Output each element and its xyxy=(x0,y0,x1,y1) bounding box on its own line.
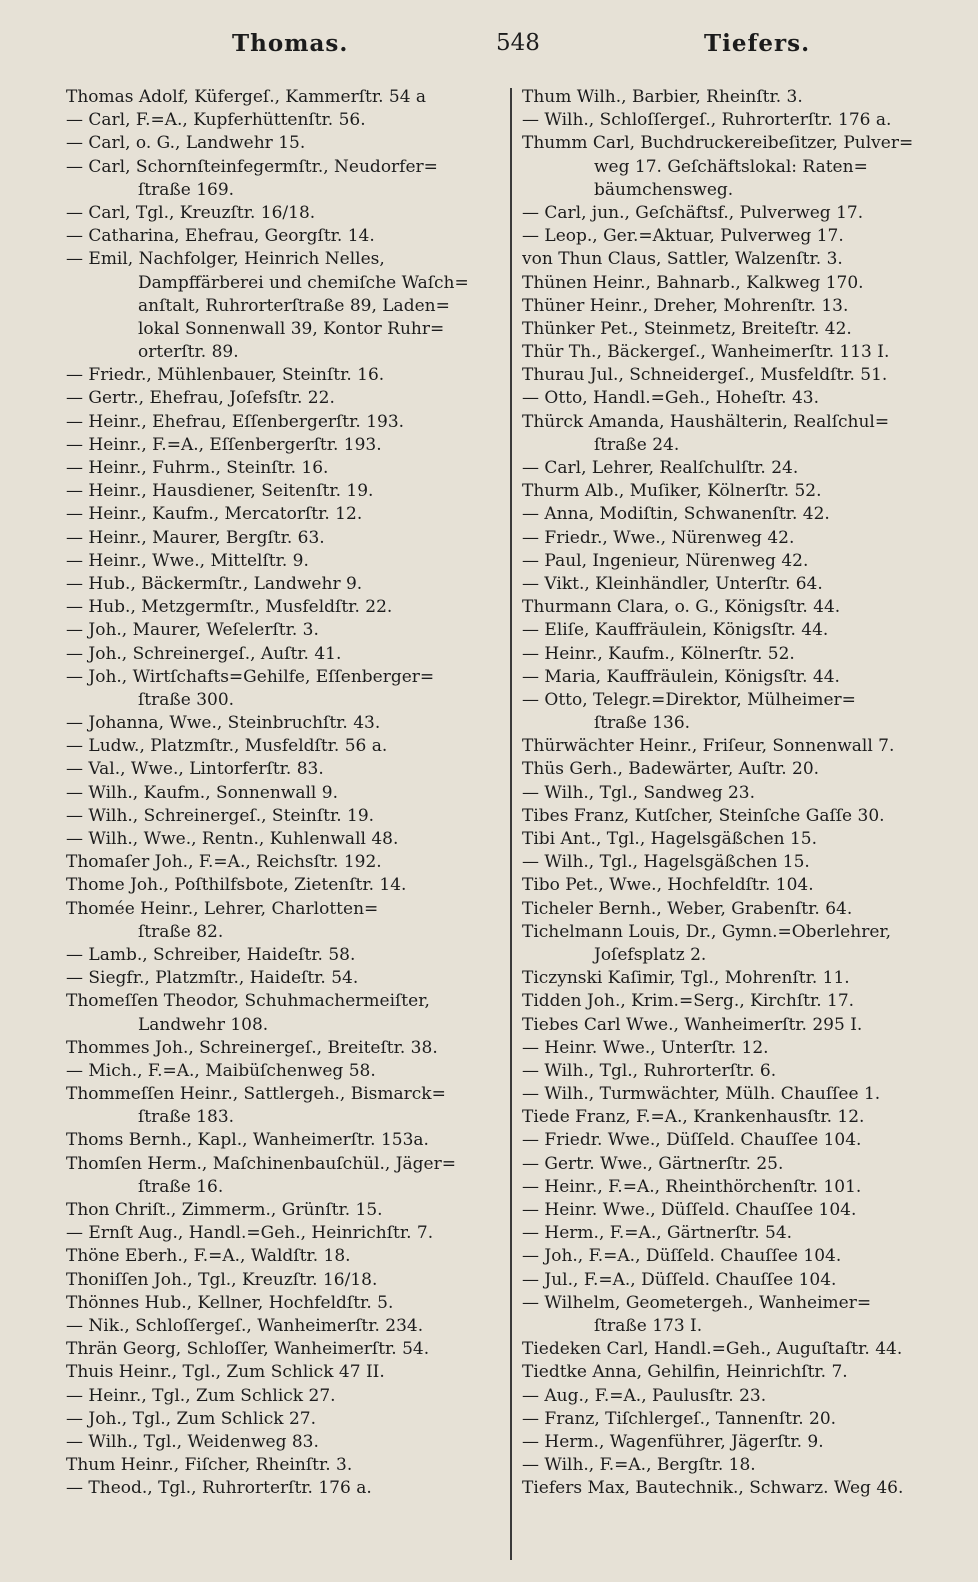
directory-entry: — Wilh., Wwe., Rentn., Kuhlenwall 48. xyxy=(66,829,399,849)
directory-entry: — Paul, Ingenieur, Nürenweg 42. xyxy=(522,550,809,571)
directory-entry: — Heinr. Wwe., Unterſtr. 12. xyxy=(522,1037,769,1058)
directory-entry: — Wilh., Tgl., Hagelsgäßchen 15. xyxy=(522,852,810,873)
directory-entry: — Joh., Wirtſchafts=Gehilfe, Eſſenberger= xyxy=(66,666,435,687)
directory-entry: Thum Heinr., Fiſcher, Rheinſtr. 3. xyxy=(66,1455,353,1476)
column-divider xyxy=(510,88,512,1560)
directory-entry-continuation: Joſefsplatz 2. xyxy=(594,944,707,965)
directory-entry: Thünker Pet., Steinmetz, Breiteſtr. 42. xyxy=(522,318,852,339)
directory-entry-continuation: ſtraße 136. xyxy=(594,713,691,734)
directory-entry: — Mich., F.=A., Maibüſchenweg 58. xyxy=(66,1060,376,1081)
directory-entry: Thumm Carl, Buchdruckereibeſitzer, Pulver= xyxy=(522,133,914,154)
directory-entry: Thomaſer Joh., F.=A., Reichsſtr. 192. xyxy=(66,852,382,873)
directory-entry: — Lamb., Schreiber, Haideſtr. 58. xyxy=(66,944,356,965)
directory-entry: — Heinr., Tgl., Zum Schlick 27. xyxy=(66,1385,336,1406)
directory-entry: Thomée Heinr., Lehrer, Charlotten= xyxy=(66,898,379,919)
directory-entry: Thurau Jul., Schneidergeſ., Musfeldſtr. 51. xyxy=(522,365,888,386)
directory-entry: Tiedtke Anna, Gehilfin, Heinrichſtr. 7. xyxy=(522,1362,848,1383)
directory-entry-continuation: anſtalt, Ruhrorterſtraße 89, Laden= xyxy=(138,295,450,316)
directory-entry: — Val., Wwe., Lintorferſtr. 83. xyxy=(66,759,324,780)
directory-entry-continuation: lokal Sonnenwall 39, Kontor Ruhr= xyxy=(138,318,445,339)
directory-entry: Thuis Heinr., Tgl., Zum Schlick 47 II. xyxy=(66,1362,385,1383)
directory-entry: Thönnes Hub., Kellner, Hochfeldſtr. 5. xyxy=(66,1292,394,1313)
directory-entry: — Catharina, Ehefrau, Georgſtr. 14. xyxy=(66,226,375,247)
directory-entry: Thünen Heinr., Bahnarb., Kalkweg 170. xyxy=(522,272,864,293)
directory-entry: Thomſen Herm., Maſchinenbauſchül., Jäger= xyxy=(66,1153,456,1174)
directory-entry: — Carl, jun., Geſchäftsf., Pulverweg 17. xyxy=(522,202,864,223)
directory-entry: — Franz, Tiſchlergeſ., Tannenſtr. 20. xyxy=(522,1408,837,1429)
directory-entry: — Gertr., Ehefrau, Joſefsſtr. 22. xyxy=(66,388,335,409)
directory-entry: — Herm., F.=A., Gärtnerſtr. 54. xyxy=(522,1223,793,1244)
directory-entry: — Otto, Handl.=Geh., Hoheſtr. 43. xyxy=(522,388,820,409)
directory-entry: — Wilh., Schreinergeſ., Steinſtr. 19. xyxy=(66,805,375,826)
directory-entry: Ticheler Bernh., Weber, Grabenſtr. 64. xyxy=(522,898,853,919)
directory-entry: — Wilh., Tgl., Sandweg 23. xyxy=(522,782,756,803)
directory-entry: Tibo Pet., Wwe., Hochfeldſtr. 104. xyxy=(522,875,814,896)
directory-entry: — Carl, o. G., Landwehr 15. xyxy=(66,133,306,154)
directory-entry: — Heinr., Wwe., Mittelſtr. 9. xyxy=(66,550,309,571)
directory-entry: — Nik., Schloſſergeſ., Wanheimerſtr. 234. xyxy=(66,1315,424,1336)
directory-entry: Thürwächter Heinr., Friſeur, Sonnenwall 7. xyxy=(522,736,895,757)
directory-entry: Tiede Franz, F.=A., Krankenhausſtr. 12. xyxy=(522,1107,865,1128)
directory-entry: Thon Chriſt., Zimmerm., Grünſtr. 15. xyxy=(66,1200,383,1220)
directory-entry: Tidden Joh., Krim.=Serg., Kirchſtr. 17. xyxy=(522,991,855,1012)
page-number: 548 xyxy=(496,30,540,56)
directory-entry: Thüner Heinr., Dreher, Mohrenſtr. 13. xyxy=(522,295,849,316)
directory-entry: Thommes Joh., Schreinergeſ., Breiteſtr. 38. xyxy=(66,1037,438,1058)
directory-entry: — Heinr. Wwe., Düſſeld. Chauſſee 104. xyxy=(522,1200,857,1220)
directory-entry: Thöne Eberh., F.=A., Waldſtr. 18. xyxy=(66,1246,351,1267)
directory-entry: — Anna, Modiſtin, Schwanenſtr. 42. xyxy=(522,504,830,525)
directory-entry: Thum Wilh., Barbier, Rheinſtr. 3. xyxy=(522,87,803,107)
directory-entry: — Heinr., Fuhrm., Steinſtr. 16. xyxy=(66,458,329,478)
directory-entry-continuation: bäumchensweg. xyxy=(594,179,734,200)
directory-entry: — Wilh., Kaufm., Sonnenwall 9. xyxy=(66,782,338,803)
directory-entry: — Friedr. Wwe., Düſſeld. Chauſſee 104. xyxy=(522,1130,862,1151)
directory-entry: — Joh., F.=A., Düſſeld. Chauſſee 104. xyxy=(522,1246,842,1267)
directory-entry: — Vikt., Kleinhändler, Unterſtr. 64. xyxy=(522,573,823,594)
directory-entry: — Emil, Nachfolger, Heinrich Nelles, xyxy=(66,249,385,270)
directory-entry: — Heinr., Ehefrau, Eſſenbergerſtr. 193. xyxy=(66,411,405,432)
directory-entry: — Leop., Ger.=Aktuar, Pulverweg 17. xyxy=(522,226,844,247)
directory-entry: — Wilh., Tgl., Weidenweg 83. xyxy=(66,1431,319,1452)
directory-entry: Thurmann Clara, o. G., Königsſtr. 44. xyxy=(522,597,841,618)
directory-entry: — Siegfr., Platzmſtr., Haideſtr. 54. xyxy=(66,968,359,989)
directory-entry: Thome Joh., Poſthilfsbote, Zietenſtr. 14. xyxy=(66,875,407,896)
right-column xyxy=(522,86,962,1500)
directory-entry: — Heinr., Hausdiener, Seitenſtr. 19. xyxy=(66,481,374,502)
directory-entry: — Johanna, Wwe., Steinbruchſtr. 43. xyxy=(66,713,381,734)
directory-entry-continuation: ſtraße 173 I. xyxy=(594,1315,703,1336)
directory-entry: — Wilhelm, Geometergeh., Wanheimer= xyxy=(522,1292,872,1313)
directory-entry: — Hub., Metzgermſtr., Musfeldſtr. 22. xyxy=(66,597,393,618)
directory-entry: — Ludw., Platzmſtr., Musfeldſtr. 56 a. xyxy=(66,736,388,757)
directory-entry: — Wilh., Tgl., Ruhrorterſtr. 6. xyxy=(522,1060,777,1081)
directory-entry: — Friedr., Mühlenbauer, Steinſtr. 16. xyxy=(66,365,385,386)
directory-entry: — Maria, Kauffräulein, Königsſtr. 44. xyxy=(522,666,840,687)
directory-entry: — Heinr., F.=A., Eſſenbergerſtr. 193. xyxy=(66,434,382,455)
directory-entry: Thoms Bernh., Kapl., Wanheimerſtr. 153a. xyxy=(66,1130,429,1151)
directory-entry: — Otto, Telegr.=Direktor, Mülheimer= xyxy=(522,689,856,710)
directory-entry: Tibi Ant., Tgl., Hagelsgäßchen 15. xyxy=(522,829,817,849)
directory-entry: — Hub., Bäckermſtr., Landwehr 9. xyxy=(66,573,363,594)
directory-entry: Thommeſſen Heinr., Sattlergeh., Bismarck= xyxy=(66,1084,446,1105)
directory-entry: Thomeſſen Theodor, Schuhmachermeiſter, xyxy=(66,991,430,1012)
directory-entry: — Heinr., Kaufm., Mercatorſtr. 12. xyxy=(66,504,363,525)
directory-entry: Tichelmann Louis, Dr., Gymn.=Oberlehrer, xyxy=(522,921,892,942)
directory-entry-continuation: ſtraße 24. xyxy=(594,434,680,455)
directory-entry: Thürck Amanda, Haushälterin, Realſchul= xyxy=(522,411,890,432)
directory-entry-continuation: orterſtr. 89. xyxy=(138,342,239,363)
directory-entry: — Heinr., F.=A., Rheinthörchenſtr. 101. xyxy=(522,1176,862,1197)
left-column xyxy=(66,86,494,1500)
directory-entry-continuation: Dampffärberei und chemiſche Waſch= xyxy=(138,272,469,293)
directory-entry: von Thun Claus, Sattler, Walzenſtr. 3. xyxy=(522,249,843,270)
directory-entry: — Jul., F.=A., Düſſeld. Chauſſee 104. xyxy=(522,1269,837,1290)
directory-entry: — Carl, Schornſteinfegermſtr., Neudorfer= xyxy=(66,156,438,177)
directory-entry: Thomas Adolf, Küfergeſ., Kammerſtr. 54 a xyxy=(66,87,427,107)
directory-entry-continuation: Landwehr 108. xyxy=(138,1014,269,1035)
header-left-keyword: Thomas. xyxy=(232,30,349,57)
directory-entry-continuation: ſtraße 16. xyxy=(138,1176,224,1197)
directory-entry: Thoniſſen Joh., Tgl., Kreuzſtr. 16/18. xyxy=(66,1269,378,1290)
directory-entry-continuation: weg 17. Geſchäftslokal: Raten= xyxy=(594,156,868,177)
directory-entry-continuation: ſtraße 183. xyxy=(138,1107,235,1128)
directory-entry: — Eliſe, Kauffräulein, Königsſtr. 44. xyxy=(522,620,829,641)
header-right-keyword: Tiefers. xyxy=(704,30,811,57)
directory-entry: — Ernſt Aug., Handl.=Geh., Heinrichſtr. 7. xyxy=(66,1223,434,1244)
directory-entry-continuation: ſtraße 82. xyxy=(138,921,224,942)
directory-entry: — Herm., Wagenführer, Jägerſtr. 9. xyxy=(522,1431,824,1452)
directory-entry: Tiebes Carl Wwe., Wanheimerſtr. 295 I. xyxy=(522,1014,863,1035)
directory-entry: — Joh., Tgl., Zum Schlick 27. xyxy=(66,1408,317,1429)
directory-entry: — Heinr., Kaufm., Kölnerſtr. 52. xyxy=(522,643,795,664)
directory-entry: Thüs Gerh., Badewärter, Auſtr. 20. xyxy=(522,759,820,780)
directory-entry: — Friedr., Wwe., Nürenweg 42. xyxy=(522,527,795,548)
page-header xyxy=(0,30,978,70)
directory-entry: — Wilh., Turmwächter, Mülh. Chauſſee 1. xyxy=(522,1084,881,1105)
directory-entry: — Aug., F.=A., Paulusſtr. 23. xyxy=(522,1385,767,1406)
directory-entry: Ticzynski Kaſimir, Tgl., Mohrenſtr. 11. xyxy=(522,968,850,989)
directory-entry: Tiefers Max, Bautechnik., Schwarz. Weg 46. xyxy=(522,1478,904,1499)
directory-entry: — Gertr. Wwe., Gärtnerſtr. 25. xyxy=(522,1153,784,1174)
directory-entry: Thrän Georg, Schloſſer, Wanheimerſtr. 54. xyxy=(66,1339,430,1360)
directory-entry: Thurm Alb., Muſiker, Kölnerſtr. 52. xyxy=(522,481,822,502)
directory-entry: — Carl, F.=A., Kupferhüttenſtr. 56. xyxy=(66,110,366,131)
directory-entry: Tiedeken Carl, Handl.=Geh., Auguſtaſtr. 44. xyxy=(522,1339,903,1360)
directory-entry: — Carl, Lehrer, Realſchulſtr. 24. xyxy=(522,458,799,478)
directory-entry: — Theod., Tgl., Ruhrorterſtr. 176 a. xyxy=(66,1478,372,1499)
directory-entry: Tibes Franz, Kutſcher, Steinſche Gaſſe 30. xyxy=(522,805,885,826)
directory-entry: — Carl, Tgl., Kreuzſtr. 16/18. xyxy=(66,202,316,223)
directory-entry: Thür Th., Bäckergeſ., Wanheimerſtr. 113 I. xyxy=(522,342,890,363)
directory-entry: — Wilh., Schloſſergeſ., Ruhrorterſtr. 176 a. xyxy=(522,110,892,131)
directory-entry: — Heinr., Maurer, Bergſtr. 63. xyxy=(66,527,325,548)
directory-entry: — Joh., Maurer, Weſelerſtr. 3. xyxy=(66,620,319,641)
directory-entry: — Joh., Schreinergeſ., Auſtr. 41. xyxy=(66,643,342,664)
directory-entry-continuation: ſtraße 169. xyxy=(138,179,235,200)
directory-entry: — Wilh., F.=A., Bergſtr. 18. xyxy=(522,1455,756,1476)
directory-entry-continuation: ſtraße 300. xyxy=(138,689,235,710)
